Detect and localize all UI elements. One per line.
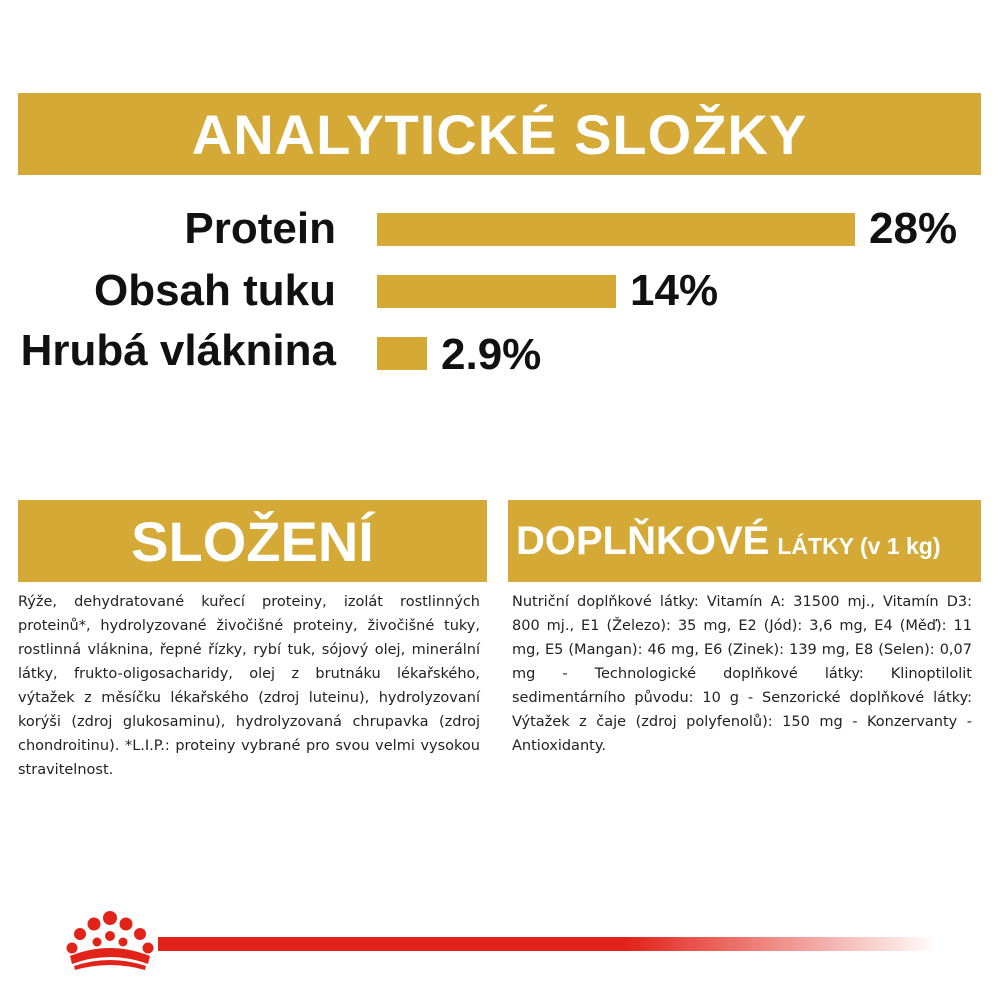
composition-text: Rýže, dehydratované kuřecí proteiny, izolát rostlinných proteinů*, hydrolyzované živočišné proteiny, živočišné tuky, rostlinná vláknina, řepné řízky, rybí tuk, sójový olej, minerální látky, frukto-oligosacharidy, olej z brutnáku lékařského, výtažek z měsíčku lékařského (zdroj luteinu), hydrolyzovaní korýši (zdroj glukosaminu), hydrolyzovaná chrupavka (zdroj chondroitinu). *L.I.P.: proteiny vybrané pro svou velmi vysokou stravitelnost. [18, 594, 480, 778]
footer-brand-line [158, 937, 938, 951]
additives-title: DOPLŇKOVÉ [516, 518, 770, 563]
analytics-label-fiber: Hrubá vláknina [20, 326, 336, 375]
analytics-label-fat: Obsah tuku [93, 266, 336, 315]
analytics-value-fiber: 2.9% [441, 330, 542, 379]
analytics-title: ANALYTICKÉ SLOŽKY [191, 102, 808, 166]
additives-subtitle: LÁTKY (v 1 kg) [777, 532, 941, 559]
composition-title: SLOŽENÍ [131, 509, 374, 573]
analytics-title-banner [18, 93, 981, 175]
additives-title-banner [508, 500, 981, 582]
analytics-bar-fat [377, 275, 616, 308]
royal-canin-crown-icon [64, 910, 156, 972]
analytics-value-fat: 14% [630, 266, 719, 315]
analytics-bar-protein [377, 213, 855, 246]
analytics-bar-fiber [377, 337, 427, 370]
additives-text: Nutriční doplňkové látky: Vitamín A: 31500 mj., Vitamín D3: 800 mj., E1 (Železo): 35 mg, E2 (Jód): 3,6 mg, E4 (Měď): 11 mg, E5 (Mangan): 46 mg, E6 (Zinek): 139 mg, E8 (Selen): 0,07 mg - Technologické doplňkové látky: Klinoptilolit sedimentárního původu: 10 g - Senzorické doplňkové látky: Výtažek z čaje (zdroj polyfenolů): 150 mg - Konzervanty - Antioxidanty. [512, 594, 972, 754]
composition-title-banner [18, 500, 487, 582]
analytics-value-protein: 28% [869, 204, 958, 253]
analytics-label-protein: Protein [184, 204, 336, 253]
